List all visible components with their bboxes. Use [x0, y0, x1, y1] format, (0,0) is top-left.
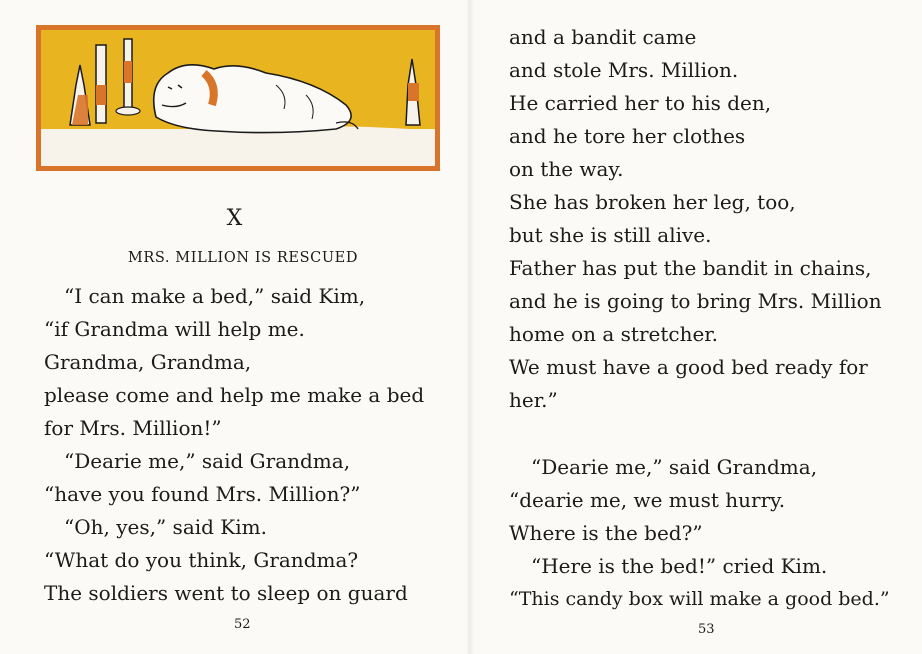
text-line: “if Grandma will help me.: [44, 317, 305, 341]
page-number: 53: [698, 622, 715, 637]
text-line: “have you found Mrs. Million?”: [44, 482, 361, 506]
text-line: Where is the bed?”: [509, 521, 703, 545]
text-line: “Oh, yes,” said Kim.: [64, 515, 267, 539]
text-line: The soldiers went to sleep on guard: [44, 581, 408, 605]
text-line: She has broken her leg, too,: [509, 190, 796, 214]
text-line: and he is going to bring Mrs. Million: [509, 289, 882, 313]
text-line: on the way.: [509, 157, 624, 181]
text-line: “Here is the bed!” cried Kim.: [531, 554, 828, 578]
text-line: “This candy box will make a good bed.”: [509, 588, 890, 610]
chapter-title: MRS. MILLION IS RESCUED: [127, 250, 359, 266]
text-line: her.”: [509, 388, 558, 412]
chapter-number: X: [226, 206, 244, 231]
text-line: “I can make a bed,” said Kim,: [64, 284, 366, 308]
text-line: He carried her to his den,: [509, 91, 772, 115]
text-line: “Dearie me,” said Grandma,: [64, 449, 351, 473]
text-line: home on a stretcher.: [509, 322, 719, 346]
text-line: and he tore her clothes: [509, 124, 746, 148]
text-line: please come and help me make a bed: [44, 383, 425, 407]
text-line: and a bandit came: [509, 25, 697, 49]
text-line: but she is still alive.: [509, 223, 712, 247]
sleeping-dog-illustration: [36, 25, 440, 171]
text-line: We must have a good bed ready for: [509, 355, 868, 379]
text-line: and stole Mrs. Million.: [509, 58, 739, 82]
right-page: [470, 0, 922, 654]
text-line: Grandma, Grandma,: [44, 350, 252, 374]
page-number: 52: [234, 617, 251, 632]
text-line: “dearie me, we must hurry.: [509, 488, 786, 512]
text-line: for Mrs. Million!”: [44, 416, 222, 440]
text-line: “What do you think, Grandma?: [44, 548, 359, 572]
text-line: “Dearie me,” said Grandma,: [531, 455, 818, 479]
text-line: Father has put the bandit in chains,: [509, 256, 872, 280]
